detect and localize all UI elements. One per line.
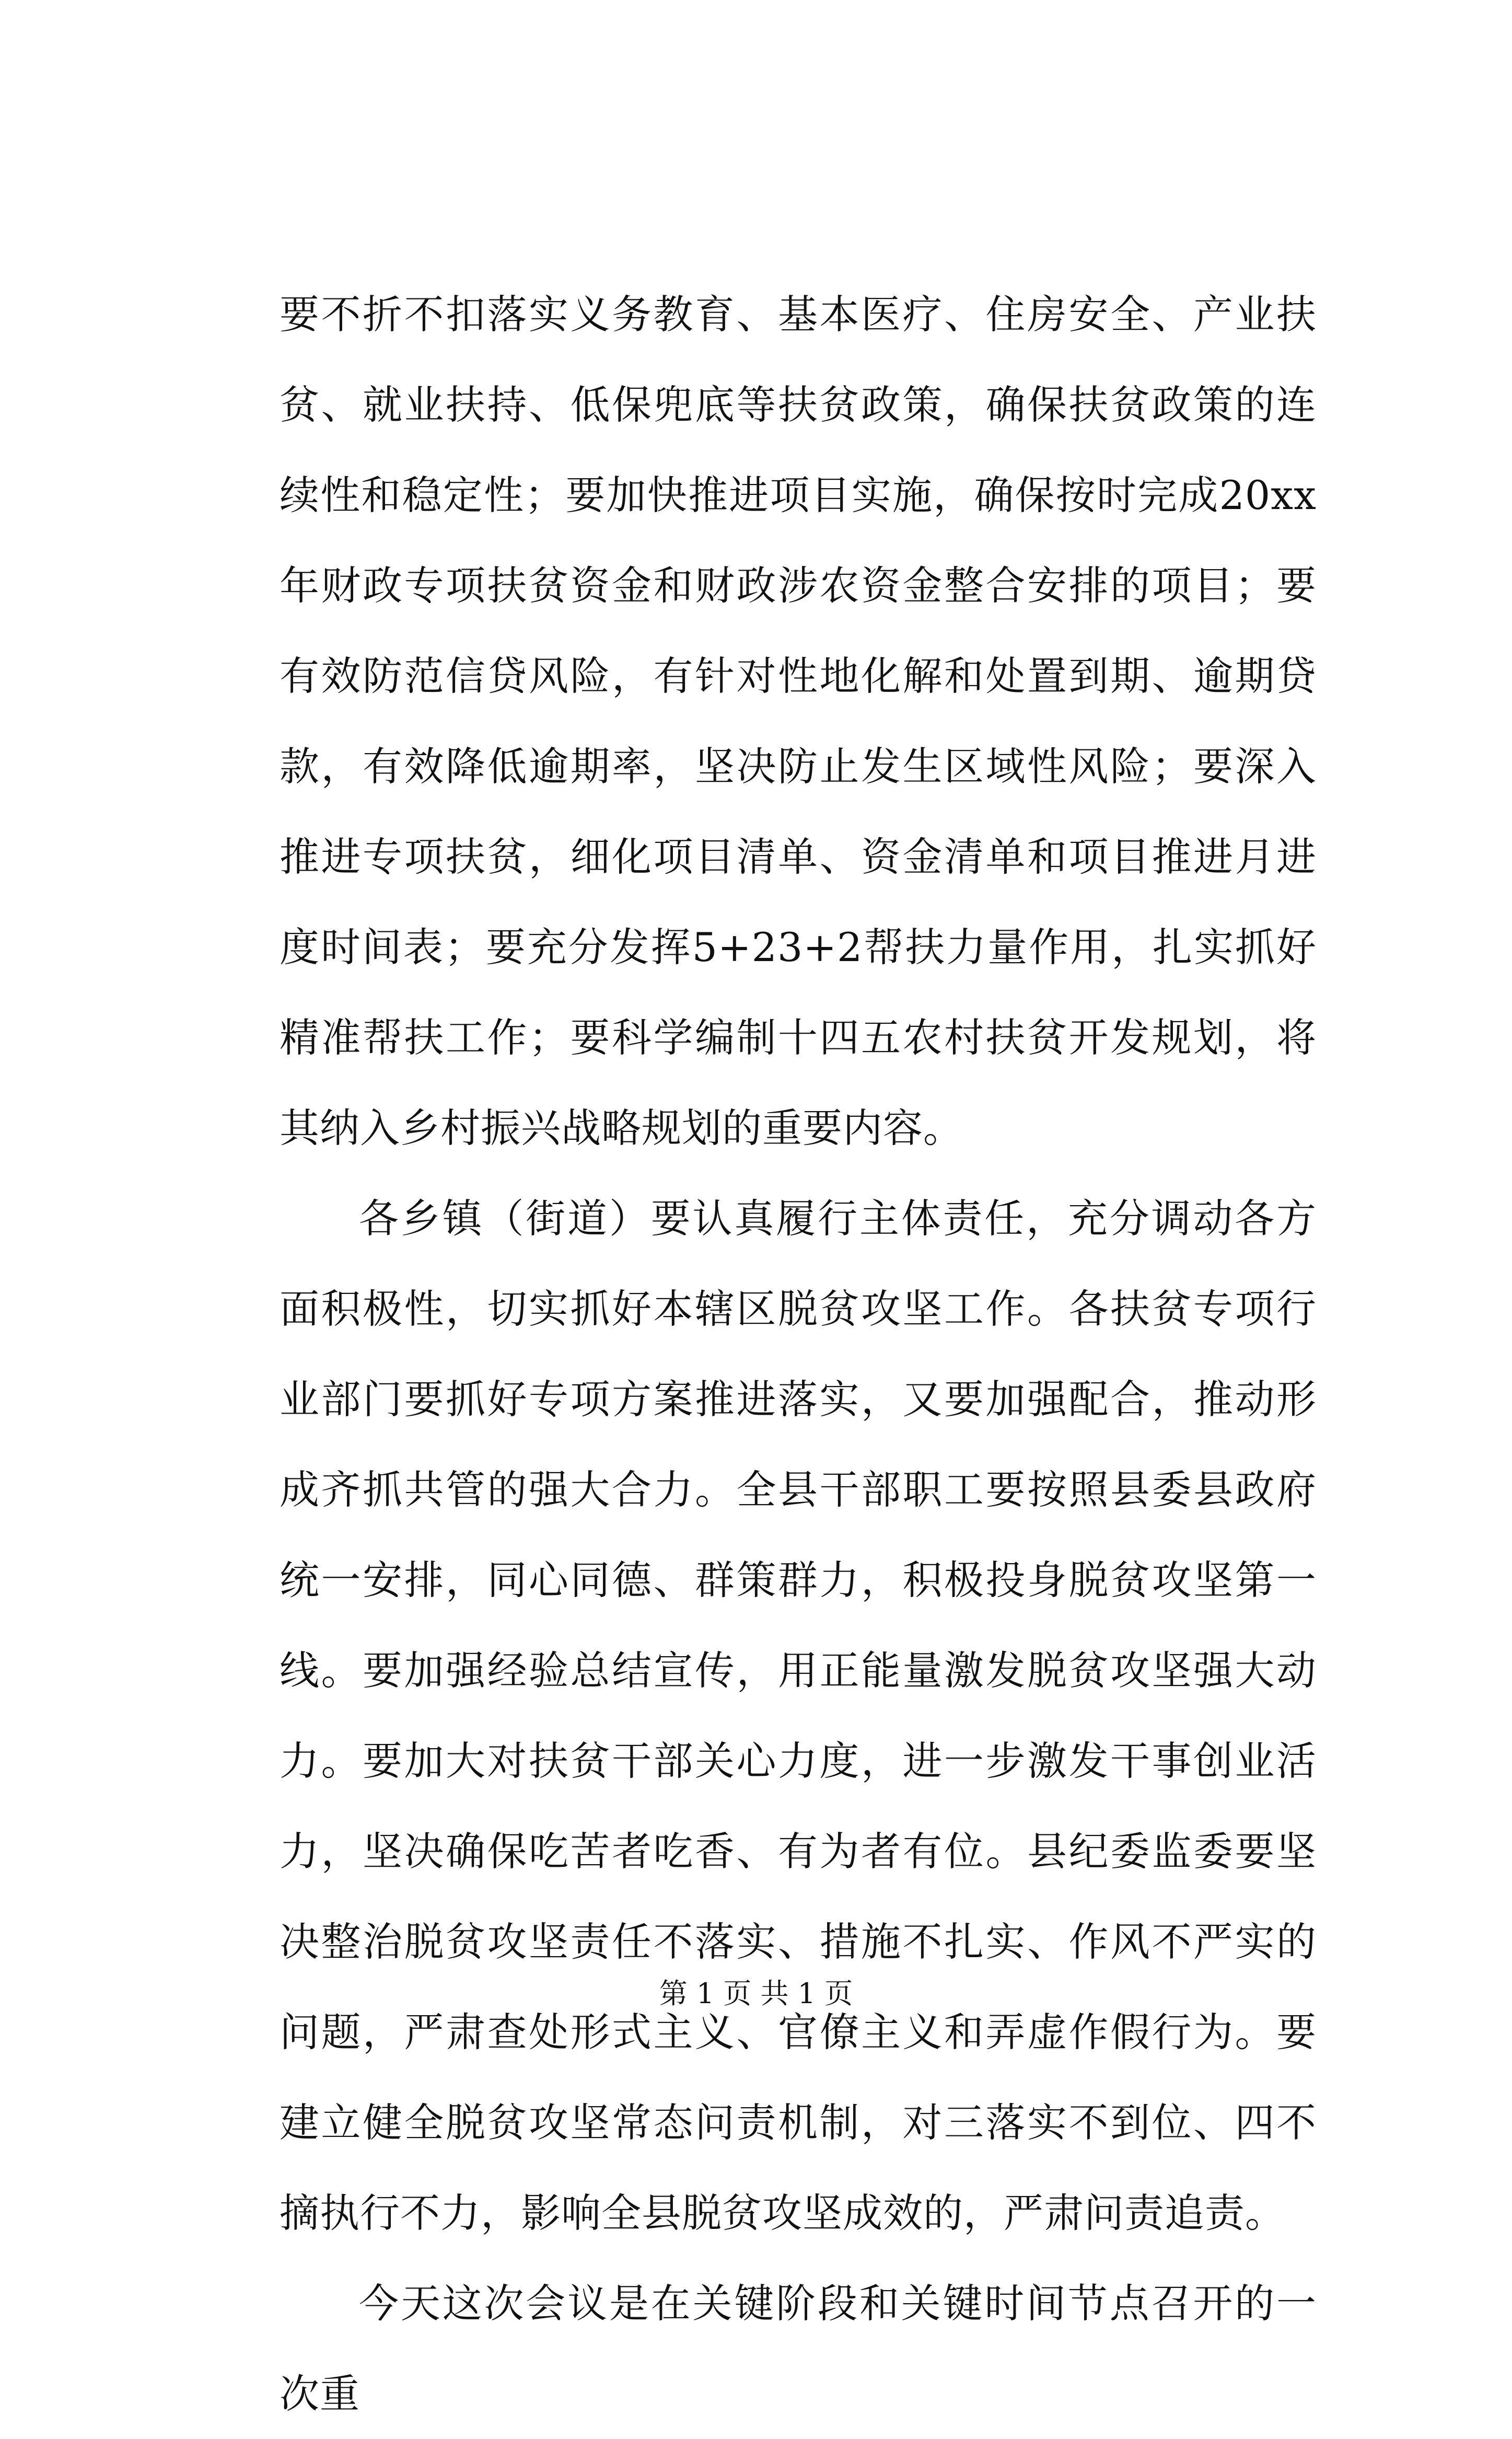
paragraph-responsibilities: 各乡镇（街道）要认真履行主体责任，充分调动各方面积极性，切实抓好本辖区脱贫攻坚工作。各扶贫专项行业部门要抓好专项方案推进落实，又要加强配合，推动形成齐抓共管的强大合力。全县干部职工要按照县委县政府统一安排，同心同德、群策群力，积极投身脱贫攻坚第一线。要加强经验总结宣传，用正能量激发脱贫攻坚强大动力。要加大对扶贫干部关心力度，进一步激发干事创业活力，坚决确保吃苦者吃香、有为者有位。县纪委监委要坚决整治脱贫攻坚责任不落实、措施不扎实、作风不严实的问题，严肃查处形式主义、官僚主义和弄虚作假行为。要建立健全脱贫攻坚常态问责机制，对三落实不到位、四不摘执行不力，影响全县脱贫攻坚成效的，严肃问责追责。 [280,1195,1317,2236]
paragraph-meeting-intro: 今天这次会议是在关键阶段和关键时间节点召开的一次重 [280,2280,1317,2417]
document-body [280,269,1317,2439]
page-footer: 第 1 页 共 1 页 [659,1977,853,2010]
paragraph-policy-measures: 要不折不扣落实义务教育、基本医疗、住房安全、产业扶贫、就业扶持、低保兜底等扶贫政策，确保扶贫政策的连续性和稳定性；要加快推进项目实施，确保按时完成20xx年财政专项扶贫资金和财政涉农资金整合安排的项目；要有效防范信贷风险，有针对性地化解和处置到期、逾期贷款，有效降低逾期率，坚决防止发生区域性风险；要深入推进专项扶贫，细化项目清单、资金清单和项目推进月进度时间表；要充分发挥5+23+2帮扶力量作用，扎实抓好精准帮扶工作；要科学编制十四五农村扶贫开发规划，将其纳入乡村振兴战略规划的重要内容。 [280,291,1317,1151]
